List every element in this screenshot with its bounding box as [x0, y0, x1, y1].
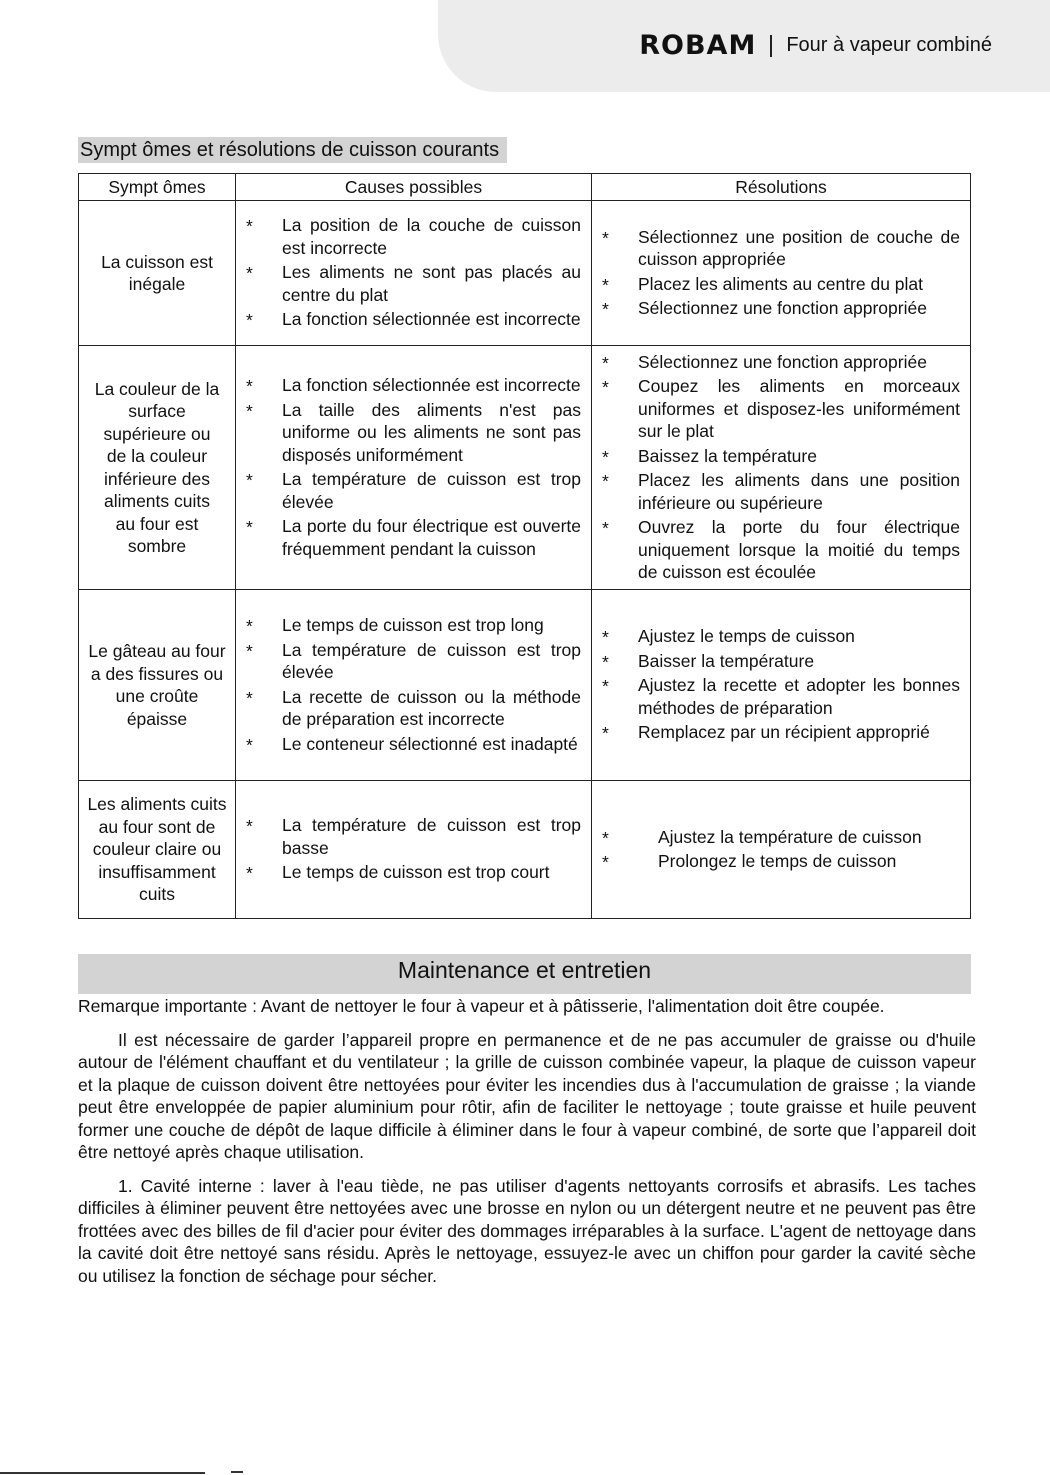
- resolutions-cell: [592, 590, 971, 781]
- causes-cell: [236, 781, 592, 919]
- resolution-item: * Sélectionnez une fonction appropriée: [602, 351, 960, 374]
- brand-header: [639, 30, 992, 61]
- symptom-cell: [79, 781, 236, 919]
- cause-item: * La taille des aliments n'est pas uniforme ou les aliments ne sont pas disposés uniformément: [246, 399, 581, 467]
- table-row: [79, 590, 971, 781]
- cause-item: * La position de la couche de cuisson est incorrecte: [246, 214, 581, 259]
- table-row: [79, 346, 971, 590]
- symptom-cell: [79, 590, 236, 781]
- troubleshooting-title: Sympt ômes et résolutions de cuisson courants: [78, 137, 507, 163]
- cause-item: * Le temps de cuisson est trop court: [246, 861, 581, 884]
- brand-separator: [770, 35, 772, 57]
- resolution-item: * Ajustez la température de cuisson: [602, 826, 960, 849]
- maintenance-paragraph: Il est nécessaire de garder l’appareil propre en permanence et de ne pas accumuler de graisse ou d'huile autour de l'élément chauffant et du ventilateur ; la grille de cuisson combinée vapeur, la plaque de cuisson vapeur et la plaque de cuisson doivent être nettoyées pour éviter les incendies dus à l'accumulation de graisse ; la viande peut être enveloppée de papier aluminium pour rôtir, afin de faciliter le nettoyage ; toute graisse et huile peuvent former une couche de dépôt de laque difficile à éliminer dans le four à vapeur combiné, de sorte que l’appareil doit être nettoyé après chaque utilisation.: [78, 1029, 976, 1162]
- causes-cell: [236, 590, 592, 781]
- resolution-item: * Sélectionnez une position de couche de cuisson appropriée: [602, 226, 960, 271]
- resolutions-cell: [592, 201, 971, 346]
- table-row: [79, 781, 971, 919]
- resolution-item: * Ajustez la recette et adopter les bonnes méthodes de préparation: [602, 674, 960, 719]
- resolution-item: * Ouvrez la porte du four électrique uniquement lorsque la moitié du temps de cuisson est écoulée: [602, 516, 960, 584]
- footer-rule: [0, 1472, 205, 1474]
- resolution-item: * Placez les aliments dans une position inférieure ou supérieure: [602, 469, 960, 514]
- maintenance-title: Maintenance et entretien: [78, 954, 971, 994]
- table-header-row: [79, 174, 971, 201]
- cause-item: * La porte du four électrique est ouverte fréquemment pendant la cuisson: [246, 515, 581, 560]
- causes-cell: [236, 346, 592, 590]
- resolution-item: * Baissez la température: [602, 445, 960, 468]
- resolution-item: * Sélectionnez une fonction appropriée: [602, 297, 960, 320]
- cause-item: * La fonction sélectionnée est incorrecte: [246, 308, 581, 331]
- resolutions-cell: [592, 781, 971, 919]
- column-header-symptoms: Sympt ômes: [79, 174, 236, 201]
- resolution-item: * Placez les aliments au centre du plat: [602, 273, 960, 296]
- maintenance-paragraph: 1. Cavité interne : laver à l'eau tiède, ne pas utiliser d'agents nettoyants corrosifs et abrasifs. Les taches difficiles à éliminer peuvent être nettoyées avec une brosse en nylon ou un détergent neutre et ne peuvent pas être frottées avec des billes de fil d'acier pour éviter des dommages irréparables à la surface. L'agent de nettoyage dans la cavité doit être nettoyé sans résidu. Après le nettoyage, essuyez-le avec un chiffon pour garder la cavité sèche ou utilisez la fonction de séchage pour sécher.: [78, 1175, 976, 1286]
- cause-item: * La température de cuisson est trop basse: [246, 814, 581, 859]
- symptom-cell: [79, 346, 236, 590]
- column-header-resolutions: Résolutions: [592, 174, 971, 201]
- cause-item: * Le conteneur sélectionné est inadapté: [246, 733, 581, 756]
- cause-item: * La température de cuisson est trop élevée: [246, 468, 581, 513]
- product-name: Four à vapeur combiné: [786, 34, 992, 56]
- column-header-causes: Causes possibles: [236, 174, 592, 201]
- cause-item: * La température de cuisson est trop élevée: [246, 639, 581, 684]
- symptom-text: La couleur de la surface supérieure ou de la couleur inférieure des aliments cuits au four est sombre: [94, 378, 220, 556]
- symptom-text: Le gâteau au four a des fissures ou une croûte épaisse: [88, 641, 226, 729]
- important-note: Remarque importante : Avant de nettoyer le four à vapeur et à pâtisserie, l'alimentation doit être coupée.: [78, 996, 885, 1016]
- brand-logo: ROBAM: [639, 30, 757, 61]
- resolution-item: * Ajustez le temps de cuisson: [602, 625, 960, 648]
- cause-item: * La recette de cuisson ou la méthode de préparation est incorrecte: [246, 686, 581, 731]
- resolutions-cell: [592, 346, 971, 590]
- resolution-item: * Coupez les aliments en morceaux uniformes et disposez-les uniformément sur le plat: [602, 375, 960, 443]
- symptom-text: Les aliments cuits au four sont de couleur claire ou insuffisamment cuits: [87, 794, 227, 905]
- resolution-item: * Prolongez le temps de cuisson: [602, 850, 960, 873]
- causes-cell: [236, 201, 592, 346]
- cause-item: * Le temps de cuisson est trop long: [246, 614, 581, 637]
- cause-item: * Les aliments ne sont pas placés au centre du plat: [246, 261, 581, 306]
- cause-item: * La fonction sélectionnée est incorrecte: [246, 374, 581, 397]
- maintenance-body: [78, 995, 976, 1298]
- resolution-item: * Remplacez par un récipient approprié: [602, 721, 960, 744]
- resolution-item: * Baisser la température: [602, 650, 960, 673]
- footer-dash: [231, 1471, 243, 1473]
- table-row: [79, 201, 971, 346]
- symptom-cell: [79, 201, 236, 346]
- header-tab: [438, 0, 1050, 92]
- symptom-text: La cuisson est inégale: [101, 251, 213, 294]
- troubleshooting-table: [78, 173, 971, 919]
